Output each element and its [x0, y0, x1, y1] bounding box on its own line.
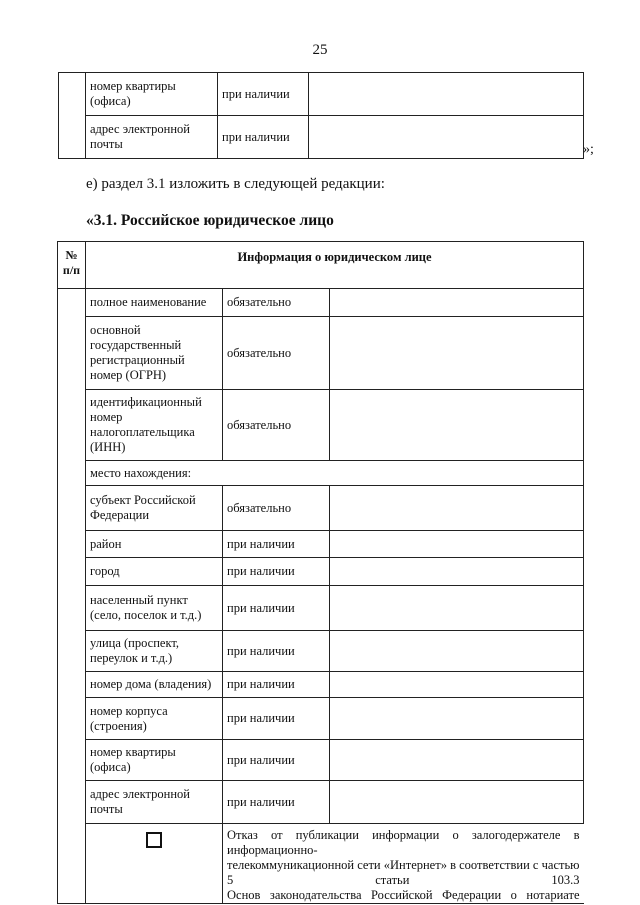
table-row: [58, 631, 584, 672]
field-requirement: при наличии: [218, 116, 309, 159]
field-label: город: [86, 558, 223, 586]
section-heading: «3.1. Российское юридическое лицо: [86, 212, 334, 229]
refusal-row: [58, 824, 584, 904]
table-row: [58, 781, 584, 824]
field-requirement: при наличии: [223, 781, 330, 824]
field-label: номер дома (владения): [86, 672, 223, 698]
paragraph-e: е) раздел 3.1 изложить в следующей редакции:: [86, 176, 385, 192]
value-cell: [330, 486, 584, 531]
number-cell: [59, 73, 86, 159]
field-requirement: обязательно: [223, 486, 330, 531]
table-row: [58, 390, 584, 461]
value-cell: [309, 116, 584, 159]
field-requirement: обязательно: [223, 289, 330, 317]
field-requirement: при наличии: [223, 698, 330, 740]
refusal-line: Отказ от публикации информации о залогодержателе в информационно-: [227, 828, 580, 857]
table-row: [58, 486, 584, 531]
refusal-line: телекоммуникационной сети «Интернет» в соответствии с частью 5 статьи 103.3: [227, 858, 580, 887]
field-requirement: при наличии: [223, 558, 330, 586]
field-requirement: при наличии: [223, 631, 330, 672]
number-header: № п/п: [58, 242, 86, 289]
field-label: адрес электронной почты: [86, 116, 218, 159]
location-label: место нахождения:: [86, 461, 584, 486]
table-header-row: [58, 242, 584, 289]
field-label: субъект Российской Федерации: [86, 486, 223, 531]
value-cell: [330, 740, 584, 781]
page-number: 25: [312, 42, 328, 58]
refusal-text: [223, 824, 584, 904]
table-row: [58, 698, 584, 740]
field-requirement: при наличии: [223, 672, 330, 698]
field-label: адрес электронной почты: [86, 781, 223, 824]
refusal-line: Основ законодательства Российской Федерации о нотариате: [227, 888, 580, 902]
value-cell: [330, 317, 584, 390]
table-row: [58, 586, 584, 631]
publication-refusal-checkbox[interactable]: [146, 832, 162, 848]
number-cell: [58, 289, 86, 904]
value-cell: [330, 672, 584, 698]
closing-quote: »;: [583, 142, 594, 157]
field-requirement: при наличии: [223, 531, 330, 558]
table-row: [58, 289, 584, 317]
field-requirement: при наличии: [223, 586, 330, 631]
value-cell: [309, 73, 584, 116]
value-cell: [330, 698, 584, 740]
field-requirement: при наличии: [218, 73, 309, 116]
field-requirement: обязательно: [223, 390, 330, 461]
table-row: [58, 461, 584, 486]
table-row: [58, 672, 584, 698]
value-cell: [330, 558, 584, 586]
table-row: [58, 531, 584, 558]
value-cell: [330, 531, 584, 558]
field-label: полное наименование: [86, 289, 223, 317]
table-row: [59, 116, 584, 159]
field-label: улица (проспект, переулок и т.д.): [86, 631, 223, 672]
field-label: основной государственный регистрационный номер (ОГРН): [86, 317, 223, 390]
value-cell: [330, 289, 584, 317]
continued-table: [58, 72, 584, 159]
field-label: населенный пункт (село, поселок и т.д.): [86, 586, 223, 631]
field-label: номер квартиры (офиса): [86, 740, 223, 781]
field-label: номер квартиры (офиса): [86, 73, 218, 116]
checkbox-cell: [86, 824, 223, 904]
field-requirement: обязательно: [223, 317, 330, 390]
table-row: [58, 317, 584, 390]
field-requirement: при наличии: [223, 740, 330, 781]
value-cell: [330, 631, 584, 672]
field-label: номер корпуса (строения): [86, 698, 223, 740]
table-row: [58, 558, 584, 586]
field-label: район: [86, 531, 223, 558]
value-cell: [330, 390, 584, 461]
legal-entity-table: [57, 241, 584, 904]
info-header: Информация о юридическом лице: [86, 242, 584, 289]
value-cell: [330, 586, 584, 631]
table-row: [59, 73, 584, 116]
field-label: идентификационный номер налогоплательщика (ИНН): [86, 390, 223, 461]
value-cell: [330, 781, 584, 824]
table-row: [58, 740, 584, 781]
